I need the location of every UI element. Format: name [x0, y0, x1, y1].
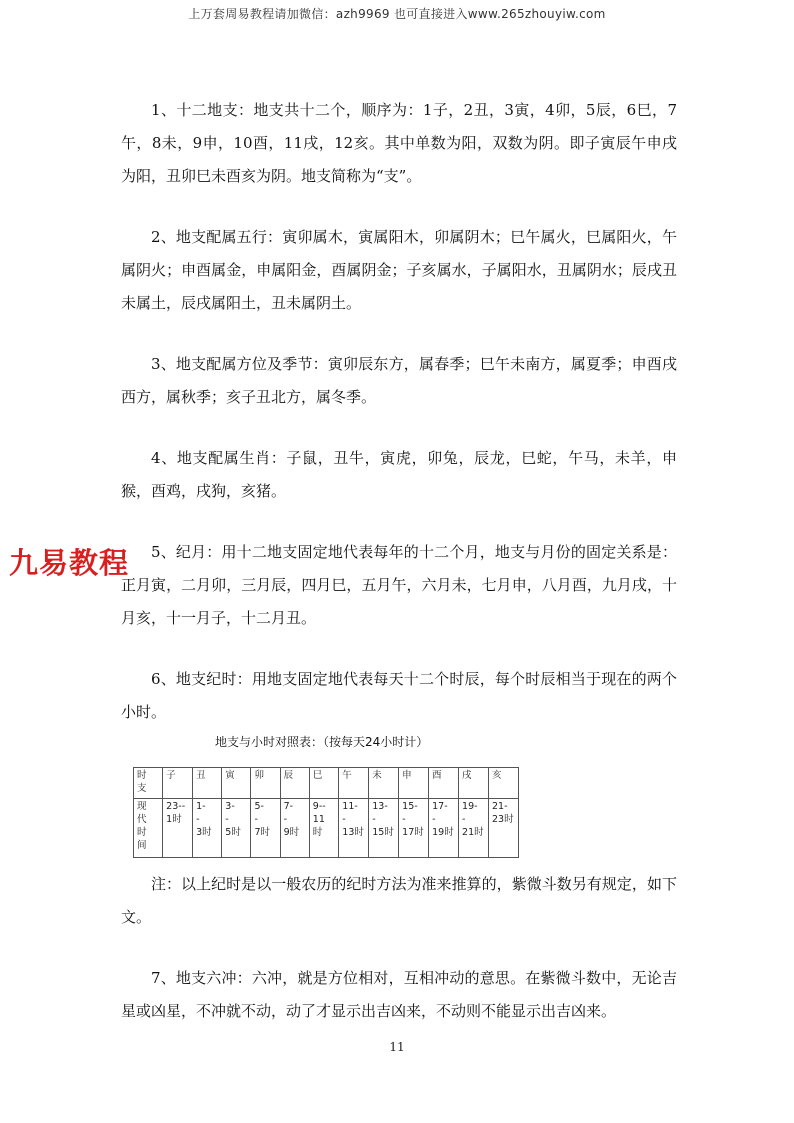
- table-title: 地支与小时对照表：（按每天24小时计）: [215, 735, 429, 749]
- hour-cell: 9-- 11 时: [309, 799, 339, 858]
- hour-cell: 21- 23时: [488, 799, 518, 858]
- branch-cell: 午: [339, 768, 369, 799]
- paragraph-6: 6、地支纪时：用地支固定地代表每天十二个时辰，每个时辰相当于现在的两个小时。: [121, 670, 677, 721]
- hour-cell: 3- - 5时: [222, 799, 251, 858]
- hour-cell: 1- - 3时: [193, 799, 222, 858]
- branch-cell: 丑: [193, 768, 222, 799]
- branch-cell: 子: [163, 768, 193, 799]
- page-number: 11: [389, 1040, 405, 1054]
- branch-cell: 亥: [488, 768, 518, 799]
- table-row-branches: [134, 768, 519, 799]
- hour-table-figure: [121, 727, 519, 859]
- hour-cell: 15- - 17时: [399, 799, 429, 858]
- paragraph-1: 1、十二地支：地支共十二个，顺序为：1子，2丑，3寅，4卯，5辰，6巳，7午，8未，9申，10酉，11戌，12亥。其中单数为阳，双数为阴。即子寅辰午申戌为阳，丑卯巳未酉亥为阴。地支简称为“支”。: [121, 101, 677, 185]
- row-header-branch: 时 支: [134, 768, 163, 799]
- branch-cell: 巳: [309, 768, 339, 799]
- note-paragraph: 注：以上纪时是以一般农历的纪时方法为准来推算的，紫微斗数另有规定，如下文。: [121, 875, 677, 926]
- hour-cell: 19- - 21时: [459, 799, 489, 858]
- document-body-continued: [121, 868, 677, 1056]
- paragraph-7: 7、地支六冲：六冲，就是方位相对，互相冲动的意思。在紫微斗数中，无论吉星或凶星，不冲就不动，动了才显示出吉凶来，不动则不能显示出吉凶来。: [121, 969, 677, 1020]
- paragraph-5: 5、纪月：用十二地支固定地代表每年的十二个月，地支与月份的固定关系是：正月寅，二月卯，三月辰，四月巳，五月午，六月未，七月申，八月酉，九月戌，十月亥，十一月子，十二月丑。: [121, 543, 677, 627]
- hour-cell: 11- - 13时: [339, 799, 369, 858]
- page-header: 上万套周易教程请加微信：azh9969 也可直接进入www.265zhouyiw.com: [188, 7, 606, 21]
- hour-cell: 5- - 7时: [251, 799, 280, 858]
- document-body: [121, 94, 677, 737]
- paragraph-4: 4、地支配属生肖：子鼠，丑牛，寅虎，卯兔，辰龙，巳蛇，午马，未羊，申猴，酉鸡，戌狗，亥猪。: [121, 449, 677, 500]
- branch-cell: 辰: [280, 768, 309, 799]
- hour-cell: 17- - 19时: [429, 799, 459, 858]
- branch-cell: 未: [369, 768, 399, 799]
- table-row-hours: [134, 799, 519, 858]
- hour-cell: 13- - 15时: [369, 799, 399, 858]
- branch-cell: 戌: [459, 768, 489, 799]
- paragraph-2: 2、地支配属五行：寅卯属木，寅属阳木，卯属阴木；巳午属火，巳属阳火，午属阴火；申酉属金，申属阳金，酉属阴金；子亥属水，子属阳水，丑属阴水；辰戌丑未属土，辰戌属阳土，丑未属阴土。: [121, 228, 677, 312]
- watermark-logo: 九易教程: [9, 546, 130, 580]
- branch-cell: 寅: [222, 768, 251, 799]
- branch-cell: 卯: [251, 768, 280, 799]
- branch-cell: 申: [399, 768, 429, 799]
- hour-cell: 23-- 1时: [163, 799, 193, 858]
- row-header-hours: 现 代 时 间: [134, 799, 163, 858]
- branch-hour-table: [133, 767, 519, 858]
- paragraph-3: 3、地支配属方位及季节：寅卯辰东方，属春季；巳午未南方，属夏季；申酉戌西方，属秋季；亥子丑北方，属冬季。: [121, 355, 677, 406]
- hour-cell: 7- - 9时: [280, 799, 309, 858]
- branch-cell: 酉: [429, 768, 459, 799]
